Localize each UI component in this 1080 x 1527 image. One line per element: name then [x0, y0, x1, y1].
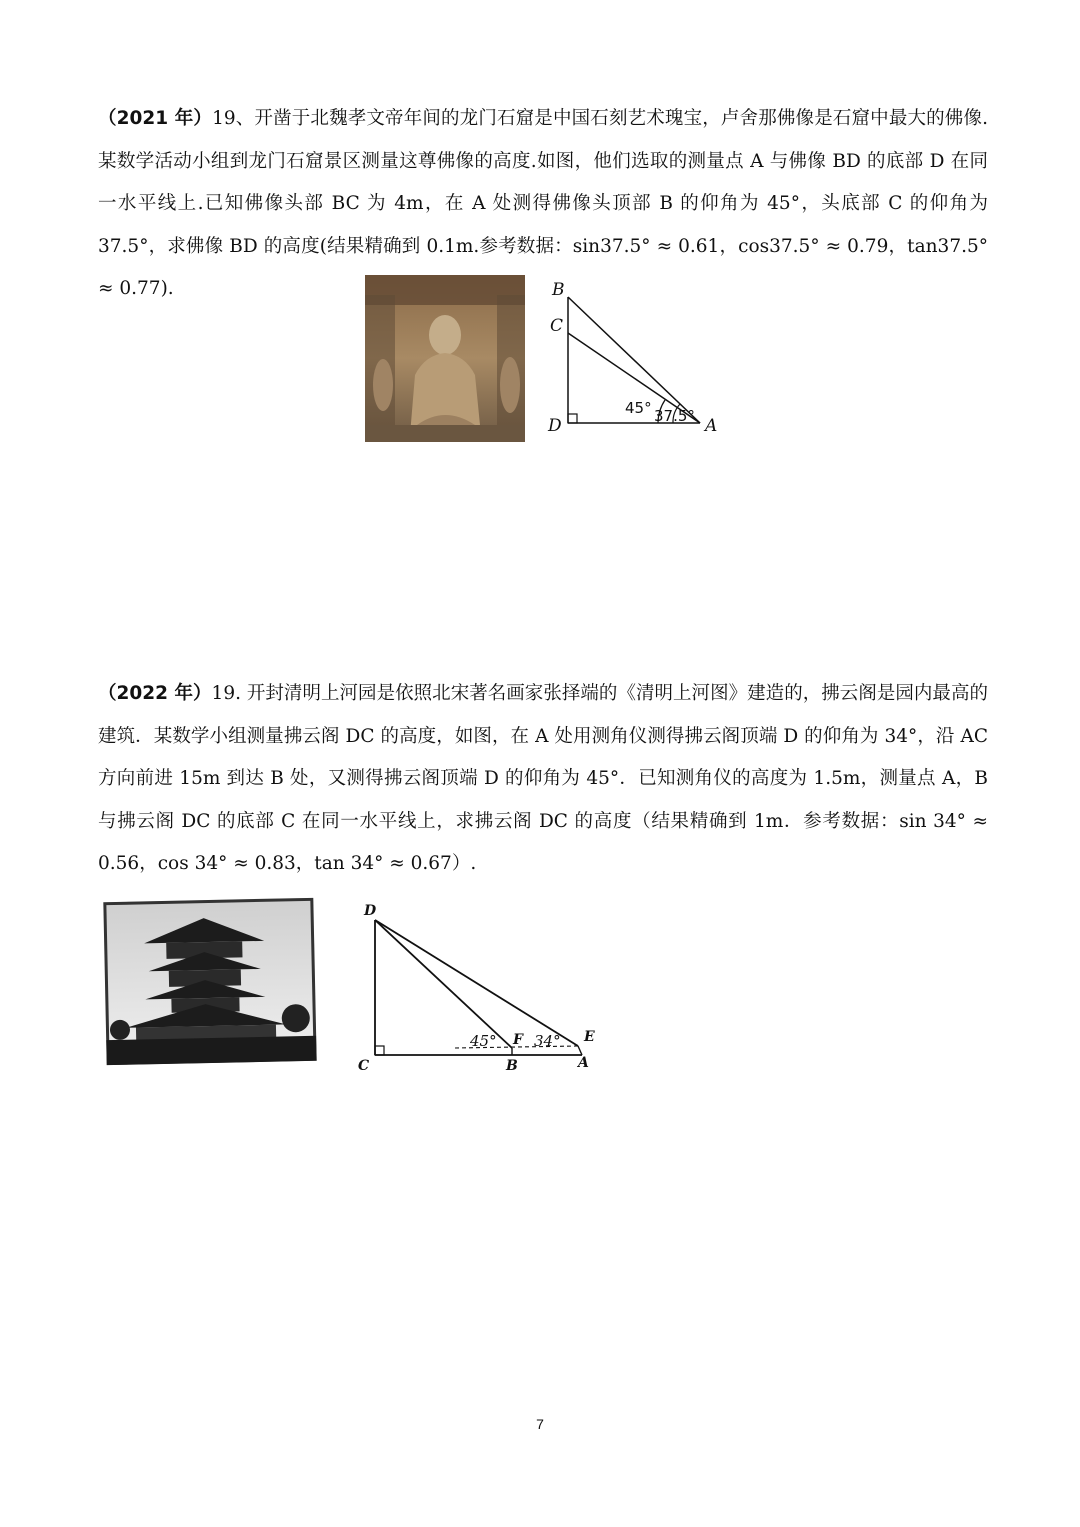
angle-label-45: 45° [625, 399, 652, 417]
buddha-statue-photo [365, 275, 525, 442]
angle-label-45: 45° [470, 1032, 497, 1050]
segment-de [375, 920, 578, 1046]
pavilion-triangle-diagram [350, 895, 610, 1080]
point-c-label: C [358, 1058, 370, 1074]
angle-label-37: 37.5° [654, 407, 695, 425]
point-b-label: B [506, 1058, 518, 1074]
point-a-label: A [578, 1055, 589, 1071]
point-c-label: C [550, 316, 564, 336]
right-angle-mark [568, 414, 577, 423]
point-b-label: B [552, 280, 565, 300]
buddha-triangle-diagram [540, 275, 730, 445]
point-d-label: D [548, 416, 562, 436]
point-d-label: D [364, 903, 377, 919]
problem-2022 [98, 673, 988, 886]
page-number: 7 [536, 1416, 544, 1432]
point-a-label: A [705, 416, 718, 436]
problem-year: （2021 年） [98, 108, 213, 129]
segment-df [375, 920, 512, 1048]
point-e-label: E [584, 1029, 595, 1045]
angle-label-34: 34° [534, 1032, 561, 1050]
problem-text: 19、开凿于北魏孝文帝年间的龙门石窟是中国石刻艺术瑰宝，卢舍那佛像是石窟中最大的佛像.某数学活动小组到龙门石窟景区测量这尊佛像的高度.如图，他们选取的测量点 A 与佛像 BD 的底部 D 在同一水平线上.已知佛像头部 BC 为 4m，在 A 处测得佛像头顶部 B 的仰角为 45°，头底部 C 的仰角为 37.5°，求佛像 BD 的高度(结果精确到 0.1m.参考数据：sin37.5° ≈ 0.61，cos37.5° ≈ 0.79，tan37.5° ≈ 0.77). [98, 108, 988, 299]
segment-ea [578, 1046, 582, 1055]
right-angle-mark [375, 1046, 384, 1055]
problem-year: （2022 年） [98, 683, 212, 704]
point-f-label: F [513, 1032, 523, 1048]
pavilion-photo [103, 898, 316, 1065]
problem-text: 19. 开封清明上河园是依照北宋著名画家张择端的《清明上河图》建造的，拂云阁是园内最高的建筑．某数学小组测量拂云阁 DC 的高度，如图，在 A 处用测角仪测得拂云阁顶端 D 的仰角为 34°，沿 AC 方向前进 15m 到达 B 处，又测得拂云阁顶端 D 的仰角为 45°．已知测角仪的高度为 1.5m，测量点 A，B 与拂云阁 DC 的底部 C 在同一水平线上，求拂云阁 DC 的高度（结果精确到 1m．参考数据：sin 34° ≈ 0.56，cos 34° ≈ 0.83，tan 34° ≈ 0.67）. [98, 683, 988, 874]
